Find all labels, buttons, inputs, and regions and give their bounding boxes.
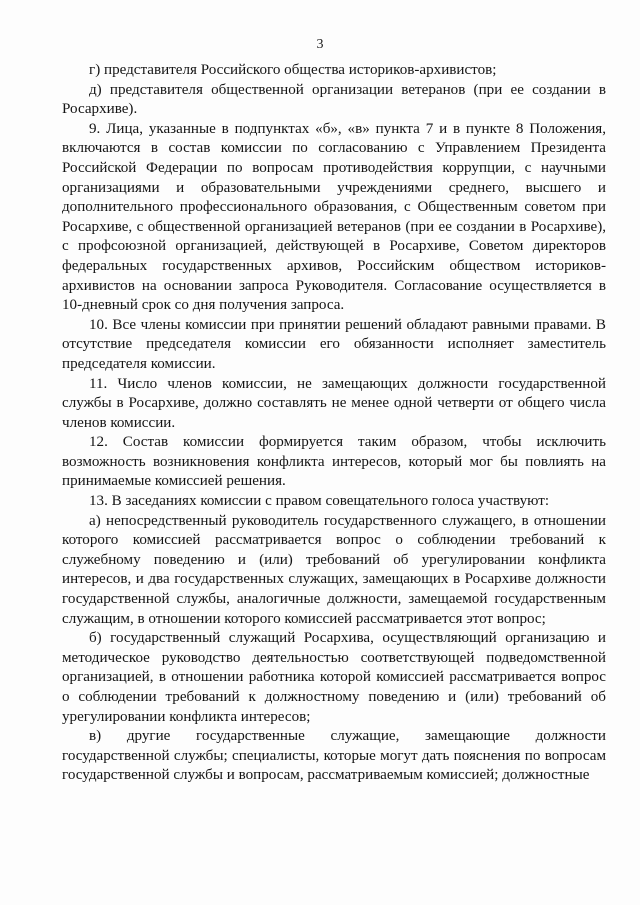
paragraph-clause-10: 10. Все члены комиссии при принятии решений обладают равными правами. В отсутствие председателя комиссии его обязанности исполняет заместитель председателя комиссии. bbox=[62, 316, 606, 372]
paragraph-clause-9: 9. Лица, указанные в подпунктах «б», «в» пункта 7 и в пункте 8 Положения, включаются в состав комиссии по согласованию с Управлением Президента Российской Федерации по вопросам противодействия коррупции, с научными организациями и образовательными учреждениями среднего, высшего и дополнительного профессионального образования, с Общественным советом при Росархиве, с общественной организацией ветеранов (при ее создании в Росархиве), с профсоюзной организацией, действующей в Росархиве, Советом директоров федеральных государственных архивов, Российским обществом историков-архивистов на основании запроса Руководителя. Согласование осуществляется в 10-дневный срок со дня получения запроса. bbox=[62, 120, 606, 314]
paragraph-item-b: б) государственный служащий Росархива, осуществляющий организацию и методическое руководство деятельностью соответствующей подведомственной организацией, в отношении работника которой комиссией рассматривается вопрос о соблюдении требований к должностному поведению и (или) требований об урегулировании конфликта интересов; bbox=[62, 630, 606, 725]
paragraph-clause-11: 11. Число членов комиссии, не замещающих должности государственной службы в Росархиве, должно составлять не менее одной четверти от общего числа членов комиссии. bbox=[62, 375, 606, 431]
paragraph-item-d: д) представителя общественной организации ветеранов (при ее создании в Росархиве). bbox=[62, 81, 606, 118]
paragraph-clause-12: 12. Состав комиссии формируется таким образом, чтобы исключить возможность возникновения конфликта интересов, который мог бы повлиять на принимаемые комиссией решения. bbox=[62, 434, 606, 490]
document-body bbox=[62, 61, 606, 786]
paragraph-item-v: в) другие государственные служащие, замещающие должности государственной службы; специалисты, которые могут дать пояснения по вопросам государственной службы и вопросам, рассматриваемым комиссией; должностные bbox=[62, 728, 606, 784]
paragraph-item-g: г) представителя Российского общества историков-архивистов; bbox=[89, 62, 497, 78]
paragraph-item-a: а) непосредственный руководитель государственного служащего, в отношении которого комиссией рассматривается вопрос о соблюдении требований к служебному поведению и (или) требований об урегулировании конфликта интересов, и два государственных служащих, замещающих в Росархиве должности государственной службы, аналогичные должности, замещаемой государственным служащим, в отношении которого комиссией рассматривается этот вопрос; bbox=[62, 512, 606, 627]
page-number: 3 bbox=[316, 37, 324, 52]
paragraph-clause-13: 13. В заседаниях комиссии с правом совещательного голоса участвуют: bbox=[89, 493, 550, 510]
